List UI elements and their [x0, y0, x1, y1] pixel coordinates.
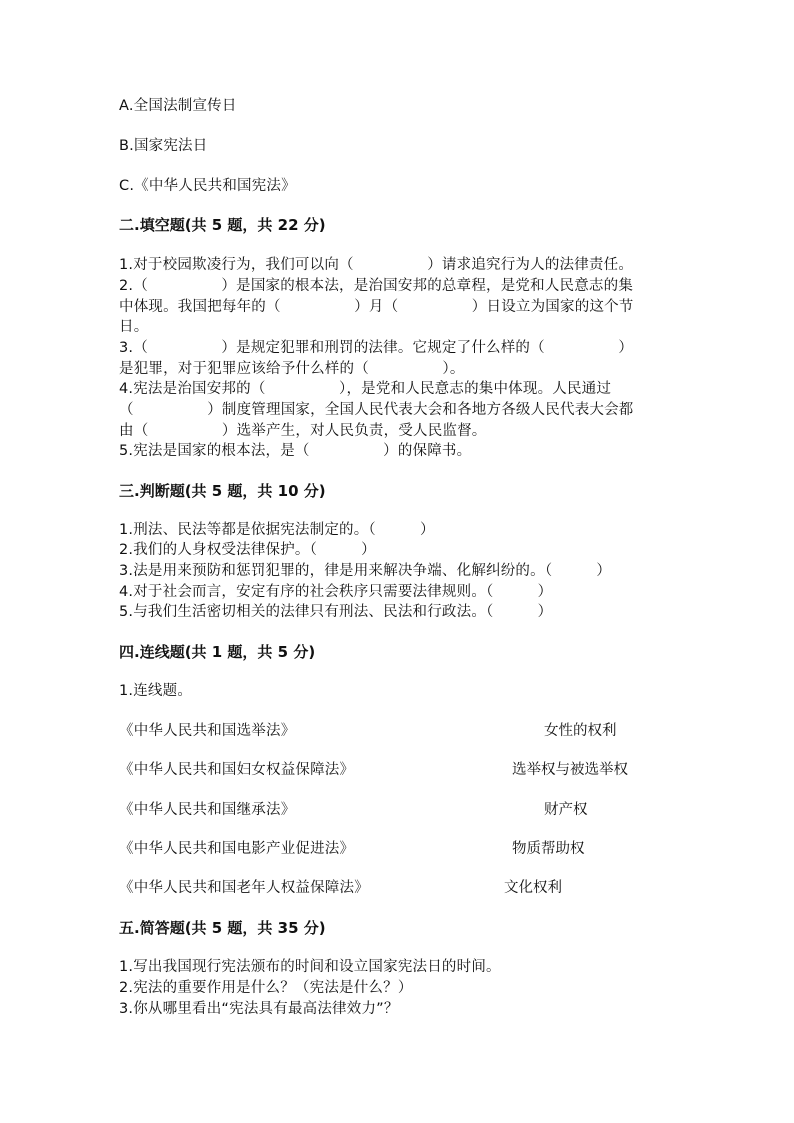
- section-heading-fill-blank: 二.填空题(共 5 题，共 22 分): [119, 216, 326, 234]
- matching-right-item: 文化权利: [504, 880, 562, 896]
- true-false-line: 2.我们的人身权受法律保护。（ ）: [119, 542, 376, 558]
- matching-left-item: 《中华人民共和国继承法》: [119, 802, 296, 818]
- matching-left-item: 《中华人民共和国老年人权益保障法》: [119, 880, 369, 896]
- section-heading-short-answer: 五.简答题(共 5 题，共 35 分): [119, 919, 326, 937]
- option-a: A.全国法制宣传日: [119, 98, 237, 114]
- fill-blank-line: 日。: [119, 319, 149, 335]
- fill-blank-line: 3.（ ）是规定犯罪和刑罚的法律。它规定了什么样的（ ）: [119, 340, 634, 356]
- true-false-line: 3.法是用来预防和惩罚犯罪的，律是用来解决争端、化解纠纷的。（ ）: [119, 563, 612, 579]
- section-heading-true-false: 三.判断题(共 5 题，共 10 分): [119, 482, 326, 500]
- short-answer-line: 1.写出我国现行宪法颁布的时间和设立国家宪法日的时间。: [119, 959, 501, 975]
- fill-blank-line: 由（ ）选举产生，对人民负责，受人民监督。: [119, 423, 487, 439]
- fill-blank-line: 5.宪法是国家的根本法，是（ ）的保障书。: [119, 443, 472, 459]
- fill-blank-line: （ ）制度管理国家，全国人民代表大会和各地方各级人民代表大会都: [119, 402, 634, 418]
- matching-left-item: 《中华人民共和国妇女权益保障法》: [119, 762, 355, 778]
- matching-right-item: 选举权与被选举权: [512, 762, 628, 778]
- matching-left-item: 《中华人民共和国电影产业促进法》: [119, 841, 355, 857]
- matching-intro: 1.连线题。: [119, 683, 193, 699]
- fill-blank-line: 4.宪法是治国安邦的（ ），是党和人民意志的集中体现。人民通过: [119, 381, 612, 397]
- true-false-line: 1.刑法、民法等都是依据宪法制定的。（ ）: [119, 522, 435, 538]
- short-answer-line: 3.你从哪里看出“宪法具有最高法律效力”？: [119, 1001, 399, 1017]
- true-false-line: 5.与我们生活密切相关的法律只有刑法、民法和行政法。（ ）: [119, 604, 553, 620]
- fill-blank-line: 是犯罪，对于犯罪应该给予什么样的（ ）。: [119, 361, 465, 377]
- short-answer-line: 2.宪法的重要作用是什么？（宪法是什么？）: [119, 980, 413, 996]
- matching-right-item: 女性的权利: [544, 723, 617, 739]
- matching-right-item: 物质帮助权: [512, 841, 585, 857]
- fill-blank-line: 中体现。我国把每年的（ ）月（ ）日设立为国家的这个节: [119, 299, 634, 315]
- section-heading-matching: 四.连线题(共 1 题，共 5 分): [119, 643, 316, 661]
- fill-blank-line: 1.对于校园欺凌行为，我们可以向（ ）请求追究行为人的法律责任。: [119, 257, 634, 273]
- option-c: C.《中华人民共和国宪法》: [119, 178, 296, 194]
- matching-right-item: 财产权: [544, 802, 588, 818]
- fill-blank-line: 2.（ ）是国家的根本法，是治国安邦的总章程，是党和人民意志的集: [119, 278, 634, 294]
- matching-left-item: 《中华人民共和国选举法》: [119, 723, 296, 739]
- true-false-line: 4.对于社会而言，安定有序的社会秩序只需要法律规则。（ ）: [119, 584, 553, 600]
- option-b: B.国家宪法日: [119, 138, 208, 154]
